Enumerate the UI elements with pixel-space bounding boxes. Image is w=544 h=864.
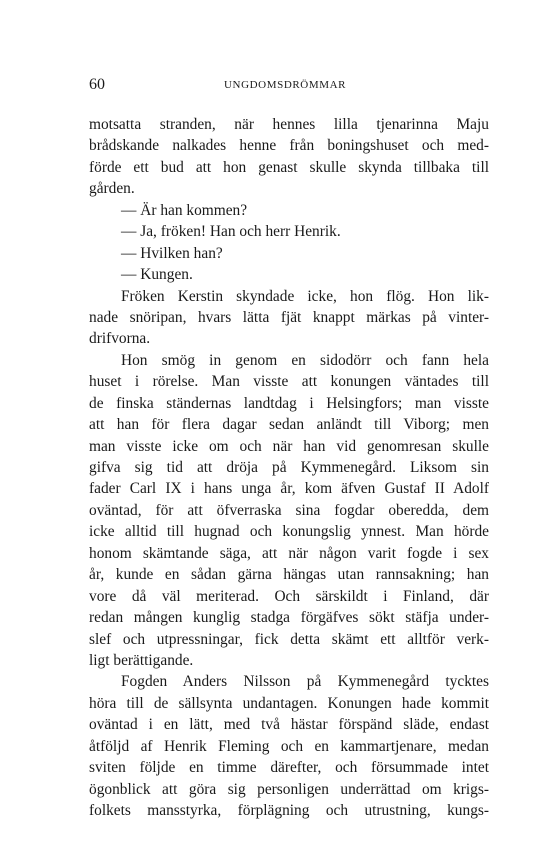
text-line: de finska ständernas landtdag i Helsingfors; man visste [89, 394, 489, 412]
text-line: — Hvilken han? [121, 244, 223, 262]
text-line: — Kungen. [121, 266, 193, 284]
text-line: gifva sig tid att dröja på Kymmenegård. Liksom sin [89, 459, 489, 476]
text-line: — Ja, fröken! Han och herr Henrik. [121, 223, 341, 241]
text-line: — Är han kommen? [121, 201, 248, 219]
text-line: Fröken Kerstin skyndade icke, hon flög. Hon lik- [121, 287, 489, 305]
text-line: huset i rörelse. Man visste att konungen väntades till [89, 373, 489, 391]
text-line: fader Carl IX i hans unga år, kom äfven Gustaf II Adolf [89, 480, 489, 498]
text-line: Hon smög in genom en sidodörr och fann hela [121, 351, 489, 369]
page-number: 60 [89, 76, 105, 93]
text-line: vore då väl meriterad. Och särskildt i Finland, där [89, 587, 489, 605]
page-header [89, 75, 489, 95]
text-line: man visste icke om och när han vid genomresan skulle [89, 437, 489, 455]
text-line: oväntad i en lätt, med två hästar förspänd släde, endast [89, 716, 489, 734]
text-line: sviten följde en timme därefter, och försummade intet [89, 759, 489, 777]
text-line: slef och utpressningar, fick detta skämt ett alltför verk- [89, 630, 489, 648]
text-line: gården. [89, 180, 135, 198]
text-line: drifvorna. [89, 330, 151, 348]
text-line: ligt berättigande. [89, 651, 194, 669]
text-line: förde ett bud att hon genast skulle skynda tillbaka till [89, 158, 489, 176]
text-line: folkets mansstyrka, förplägning och utrustning, kungs- [89, 802, 489, 819]
text-line: honom skämtande säga, att när någon varit fogde i sex [89, 544, 489, 562]
text-line: år, kunde en sådan gärna hängas utan rannsakning; han [89, 566, 489, 584]
text-line: ögonblick att göra sig personligen underrättad om krigs- [89, 780, 489, 798]
text-line: åtföljd af Henrik Fleming och en kammartjenare, medan [89, 737, 489, 755]
text-line: att han för flera dagar sedan anländt till Viborg; men [89, 416, 489, 434]
text-line: redan mången kunglig stadga förgäfves sökt stäfja under- [89, 609, 489, 627]
text-line: icke alltid till hugnad och konungslig ynnest. Man hörde [89, 523, 489, 541]
text-line: oväntad, för att öfverraska sina fogdar oberedda, dem [89, 501, 489, 519]
text-line: motsatta stranden, när hennes lilla tjenarinna Maju [89, 116, 489, 133]
running-head: UNGDOMSDRÖMMAR [224, 79, 347, 91]
text-line: Fogden Anders Nilsson på Kymmenegård tycktes [121, 673, 489, 691]
body-text [89, 114, 489, 821]
text-line: nade snöripan, hvars lätta fjät knappt märkas på vinter- [89, 308, 489, 326]
text-line: höra till de sällsynta undantagen. Konungen hade kommit [89, 694, 489, 712]
text-line: brådskande nalkades henne från boningshuset och med- [89, 137, 489, 155]
